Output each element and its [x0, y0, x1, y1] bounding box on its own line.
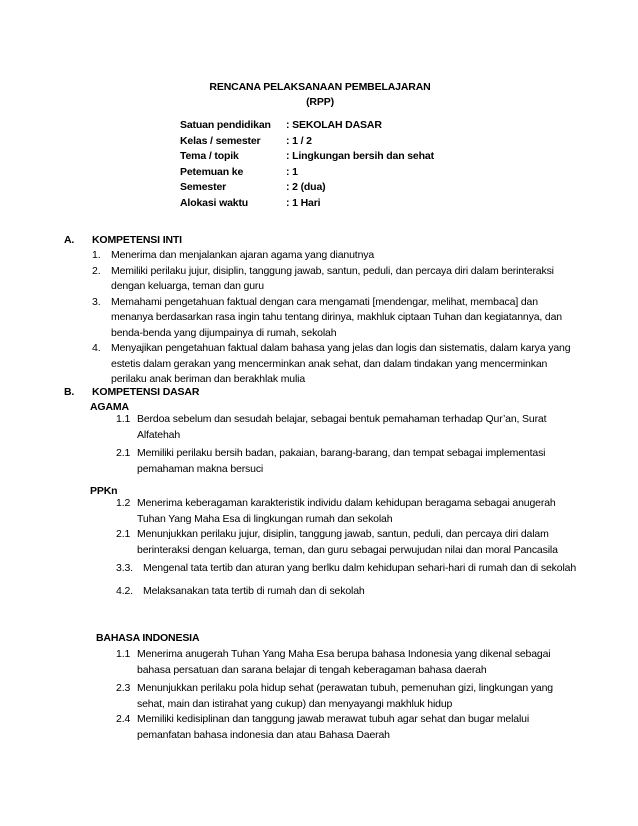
item-text: Memahami pengetahuan faktual dengan cara mengamati [mendengar, melihat, membaca] dan menanya berdasarkan rasa ingin tahu tentang dirinya, makhluk ciptaan Tuhan dan kegiatannya, dan benda-benda yang dijumpainya di rumah, sekolah	[111, 295, 562, 339]
list-item	[116, 527, 576, 558]
section-letter: B.	[64, 386, 75, 398]
list-item	[92, 248, 572, 264]
item-number: 2.	[92, 264, 101, 277]
item-text: Menyajikan pengetahuan faktual dalam bahasa yang jelas dan logis dan sistematis, dalam karya yang estetis dalam gerakan yang mencerminkan anak sehat, dan dalam tindakan yang mencerminkan perilaku anak beriman dan berakhlak mulia	[111, 342, 571, 385]
item-number: 1.2	[116, 497, 131, 509]
item-number: 4.2.	[116, 584, 133, 597]
item-text: Menunjukkan perilaku jujur, disiplin, tanggung jawab, santun, peduli, dan percaya diri dalam berinteraksi dengan keluarga, teman, dan guru sebagai perwujudan nilai dan moral Pancasila	[137, 528, 558, 556]
item-number: 2.1	[116, 447, 131, 459]
identity-value: : 1	[286, 165, 298, 178]
identity-row	[180, 149, 500, 165]
list-item	[116, 712, 576, 743]
list-item	[116, 412, 576, 443]
list-item	[116, 584, 576, 600]
section-letter: A.	[64, 234, 75, 246]
item-number: 4.	[92, 342, 101, 354]
item-number: 2.4	[116, 713, 131, 725]
section-a-heading	[64, 233, 182, 249]
kompetensi-dasar-ppkn-list	[116, 496, 576, 599]
item-text: Menerima anugerah Tuhan Yang Maha Esa berupa bahasa Indonesia yang dikenal sebagai bahasa persatuan dan sarana belajar di tengah keberagaman bahasa daerah	[137, 648, 551, 676]
identity-row	[180, 180, 500, 196]
identity-label: Alokasi waktu	[180, 196, 249, 209]
section-title: KOMPETENSI INTI	[92, 234, 182, 246]
kompetensi-dasar-agama-list	[116, 412, 576, 477]
list-item	[92, 295, 572, 342]
identity-label: Kelas / semester	[180, 134, 261, 147]
item-number: 3.3.	[116, 562, 133, 574]
item-text: Menerima dan menjalankan ajaran agama yang dianutnya	[111, 249, 375, 261]
identity-label: Satuan pendidikan	[180, 119, 271, 131]
item-number: 2.1	[116, 528, 131, 540]
identity-table	[180, 118, 500, 212]
item-text: Memiliki perilaku bersih badan, pakaian, barang-barang, dan tempat sebagai implementasi pemahaman makna bersuci	[137, 447, 546, 475]
identity-value: : 1 / 2	[286, 134, 312, 147]
item-text: Menerima keberagaman karakteristik individu dalam kehidupan beragama sebagai anugerah Tuhan Yang Maha Esa di lingkungan rumah dan sekolah	[137, 497, 556, 525]
list-item	[116, 446, 576, 477]
identity-row	[180, 118, 500, 134]
section-b-heading	[64, 385, 199, 401]
list-item	[116, 496, 576, 527]
item-number: 1.1	[116, 648, 131, 660]
identity-value: : SEKOLAH DASAR	[286, 119, 382, 131]
identity-value: : 2 (dua)	[286, 181, 326, 194]
item-number: 3.	[92, 295, 101, 308]
item-text: Mengenal tata tertib dan aturan yang berlku dalm kehidupan sehari-hari di rumah dan di sekolah	[143, 562, 577, 574]
list-item	[116, 681, 576, 712]
identity-value: : Lingkungan bersih dan sehat	[286, 150, 434, 163]
identity-label: Petemuan ke	[180, 165, 244, 178]
item-text: Memiliki kedisiplinan dan tanggung jawab merawat tubuh agar sehat dan bugar melalui pemanfatan bahasa indonesia dan atau Bahasa Daerah	[137, 713, 530, 741]
item-text: Menunjukkan perilaku pola hidup sehat (perawatan tubuh, pemenuhan gizi, lingkungan yang sehat, main dan istirahat yang cukup) dan menyayangi makhluk hidup	[137, 682, 553, 710]
list-item	[92, 341, 572, 388]
item-text: Berdoa sebelum dan sesudah belajar, sebagai bentuk pemahaman terhadap Qur’an, Surat Alfatehah	[137, 413, 547, 441]
item-text: Memiliki perilaku jujur, disiplin, tanggung jawab, santun, peduli, dan percaya diri dalam berinteraksi dengan keluarga, teman dan guru	[111, 264, 554, 292]
document-subtitle: (RPP)	[306, 96, 334, 108]
subject-heading-bahasa-indonesia: BAHASA INDONESIA	[96, 632, 200, 644]
identity-row	[180, 134, 500, 150]
item-number: 1.	[92, 249, 101, 261]
item-number: 2.3	[116, 682, 131, 694]
kompetensi-dasar-bahasa-indonesia-list	[116, 647, 576, 743]
document-title: RENCANA PELAKSANAAN PEMBELAJARAN	[209, 81, 431, 93]
list-item	[92, 264, 572, 295]
item-text: Melaksanakan tata tertib di rumah dan di sekolah	[143, 584, 365, 597]
list-item	[116, 647, 576, 678]
kompetensi-inti-list	[92, 248, 572, 388]
identity-value: : 1 Hari	[286, 196, 321, 209]
identity-label: Semester	[180, 181, 227, 194]
list-item	[116, 561, 576, 577]
identity-label: Tema / topik	[180, 150, 239, 163]
subject-heading-agama: AGAMA	[90, 401, 129, 413]
identity-row	[180, 165, 500, 181]
item-number: 1.1	[116, 413, 131, 425]
identity-row	[180, 196, 500, 212]
section-title: KOMPETENSI DASAR	[92, 386, 200, 398]
subject-heading-ppkn: PPKn	[90, 485, 118, 497]
